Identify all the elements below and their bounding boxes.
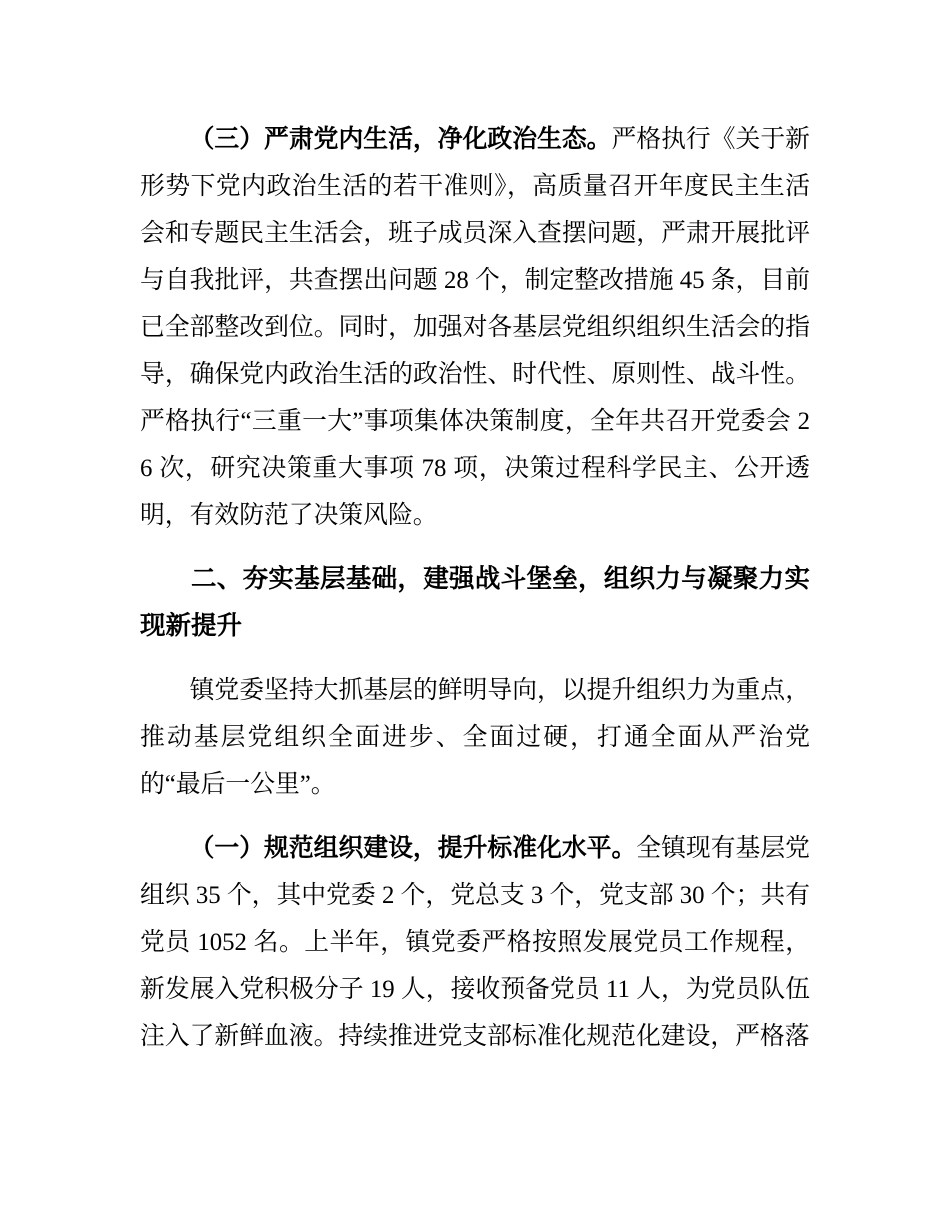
paragraph-bold-lead: （一）规范组织建设，提升标准化水平。 [189, 835, 637, 862]
paragraph-body-text: 严格执行《关于新形势下党内政治生活的若干准则》，高质量召开年度民主生活会和专题民主生活会，班子成员深入查摆问题，严肃开展批评与自我批评，共查摆出问题 28 个，制定整改措施 45 条，目前已全部整改到位。同时，加强对各基层党组织组织生活会的指导，确保党内政治生活的政治性、时代性、原则性、战斗性。严格执行“三重一大”事项集体决策制度，全年共召开党委会 26 次，研究决策重大事项 78 项，决策过程科学民主、公开透明，有效防范了决策风险。 [140, 126, 810, 529]
paragraph-org-building [140, 825, 810, 1060]
paragraph-body-text: 镇党委坚持大抓基层的鲜明导向，以提升组织力为重点，推动基层党组织全面进步、全面过硬，打通全面从严治党的“最后一公里”。 [140, 677, 810, 798]
paragraph-bold-lead: （三）严肃党内生活，净化政治生态。 [189, 126, 612, 153]
paragraph-party-life [140, 116, 810, 539]
paragraph-town-committee [140, 667, 810, 808]
paragraph-body-text: 全镇现有基层党组织 35 个，其中党委 2 个，党总支 3 个，党支部 30 个；共有党员 1052 名。上半年，镇党委严格按照发展党员工作规程，新发展入党积极分子 19 人，接收预备党员 11 人，为党员队伍注入了新鲜血液。持续推进党支部标准化规范化建设，严格落 [140, 835, 810, 1050]
section-heading-grassroots: 二、夯实基层基础，建强战斗堡垒，组织力与凝聚力实现新提升 [140, 565, 810, 640]
